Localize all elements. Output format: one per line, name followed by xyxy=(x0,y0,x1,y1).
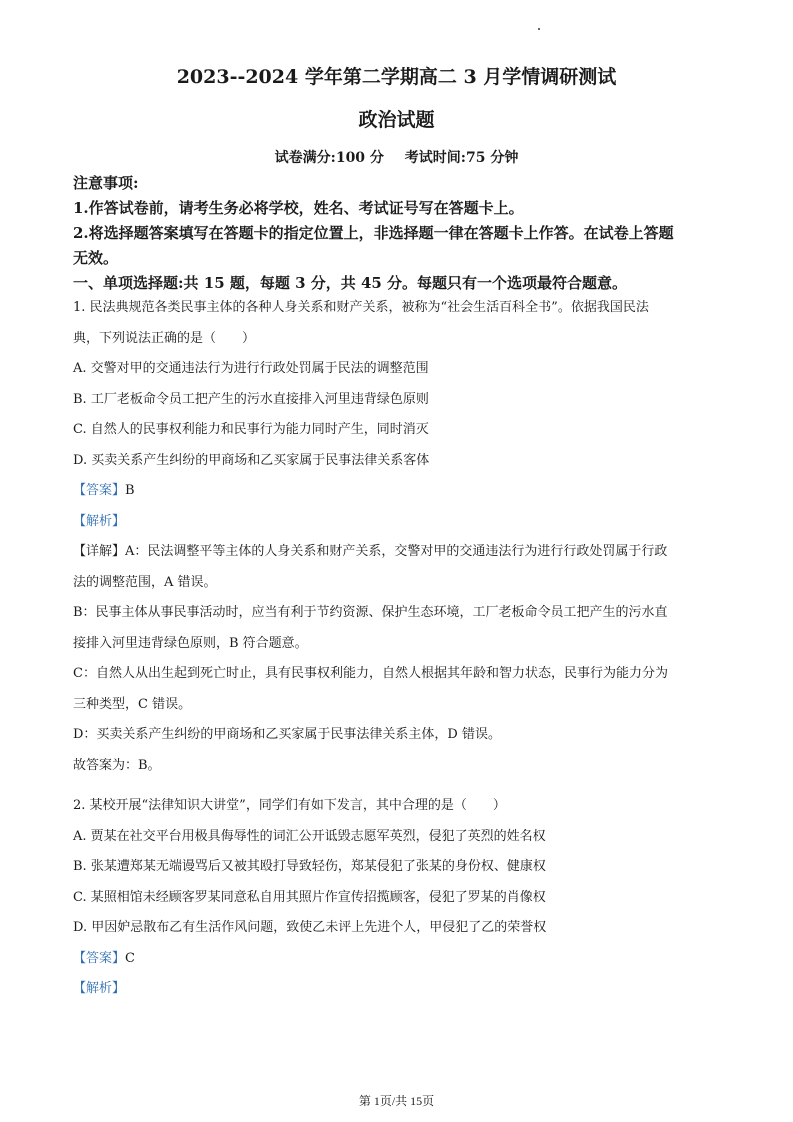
q2-option-b: B. 张某遭郑某无端谩骂后又被其殴打导致轻伤，郑某侵犯了张某的身份权、健康权 xyxy=(73,859,546,874)
q2-answer xyxy=(73,944,723,975)
q1-stem-line2: 典，下列说法正确的是（ ） xyxy=(73,330,256,346)
q2-option-a: A. 贾某在社交平台用极具侮辱性的词汇公开诋毁志愿军英烈，侵犯了英烈的姓名权 xyxy=(73,828,546,844)
q1-answer-value: B xyxy=(125,483,135,498)
q1-option-a: A. 交警对甲的交通违法行为进行行政处罚属于民法的调整范围 xyxy=(73,361,429,376)
q1-option-d: D. 买卖关系产生纠纷的甲商场和乙买家属于民事法律关系客体 xyxy=(73,452,430,468)
q2-option-c: C. 某照相馆未经顾客罗某同意私自用其照片作宣传招揽顾客，侵犯了罗某的肖像权 xyxy=(73,889,546,905)
exam-meta xyxy=(0,147,793,167)
q1-option-c: C. 自然人的民事权利能力和民事行为能力同时产生，同时消灭 xyxy=(73,422,429,437)
answer-tag: 【答案】 xyxy=(73,483,126,498)
full-score: 试卷满分:100 分 xyxy=(274,150,384,166)
q2-option-d: D. 甲因妒忌散布乙有生活作风问题，致使乙未评上先进个人，甲侵犯了乙的荣誉权 xyxy=(73,920,547,935)
q2-analysis-tag: 【解析】 xyxy=(73,981,126,996)
note-item-2-line1: 2.将选择题答案填写在答题卡的指定位置上，非选择题一律在答题卡上作答。在试卷上答题 xyxy=(73,224,674,242)
q2-stem: 2. 某校开展“法律知识大讲堂”，同学们有如下发言，其中合理的是（ ） xyxy=(73,798,506,813)
q1-stem-line1: 1. 民法典规范各类民事主体的各种人身关系和财产关系，被称为“社会生活百科全书”。依据我国民法 xyxy=(73,300,649,315)
q2-answer-value: C xyxy=(125,950,135,966)
exam-title: 2023--2024 学年第二学期高二 3 月学情调研测试 xyxy=(176,66,617,88)
q1-detail-b-line1: B：民事主体从事民事活动时，应当有利于节约资源、保护生态环境，工厂老板命令员工把产生的污水直 xyxy=(73,605,668,620)
q1-answer xyxy=(73,476,723,507)
question-1 xyxy=(73,293,723,781)
question-2 xyxy=(73,791,723,1005)
answer-tag: 【答案】 xyxy=(73,950,126,966)
q1-detail-d: D：买卖关系产生纠纷的甲商场和乙买家属于民事法律关系主体，D 错误。 xyxy=(73,727,501,742)
q1-detail-c-line2: 三种类型，C 错误。 xyxy=(73,696,192,712)
q1-detail-a-line1 xyxy=(73,537,723,568)
q1-option-b: B. 工厂老板命令员工把产生的污水直接排入河里违背绿色原则 xyxy=(73,391,429,407)
section-heading: 一、单项选择题:共 15 题，每题 3 分，共 45 分。每题只有一个选项最符合题意。 xyxy=(73,274,628,292)
note-item-1: 1.作答试卷前，请考生务必将学校，姓名、考试证号写在答题卡上。 xyxy=(73,199,524,217)
q1-analysis-tag: 【解析】 xyxy=(73,513,126,529)
detail-tag: 【详解】 xyxy=(73,544,126,559)
notes-block xyxy=(73,171,723,296)
q1-detail-a-text: A：民法调整平等主体的人身关系和财产关系，交警对甲的交通违法行为进行行政处罚属于行政 xyxy=(125,544,668,559)
notes-heading: 注意事项: xyxy=(73,174,139,192)
q1-detail-a-line2: 法的调整范围，A 错误。 xyxy=(73,574,217,590)
exam-subject: 政治试题 xyxy=(358,109,435,131)
q1-conclusion: 故答案为：B。 xyxy=(73,757,161,773)
q1-detail-b-line2: 接排入河里违背绿色原则，B 符合题意。 xyxy=(73,635,308,651)
exam-time: 考试时间:75 分钟 xyxy=(404,150,519,166)
scan-dot xyxy=(538,28,540,30)
page-footer: 第 1页/共 15页 xyxy=(358,1094,435,1108)
note-item-2-line2: 无效。 xyxy=(73,249,119,267)
q1-detail-c-line1: C：自然人从出生起到死亡时止，具有民事权利能力，自然人根据其年龄和智力状态，民事行为能力分为 xyxy=(73,666,668,681)
